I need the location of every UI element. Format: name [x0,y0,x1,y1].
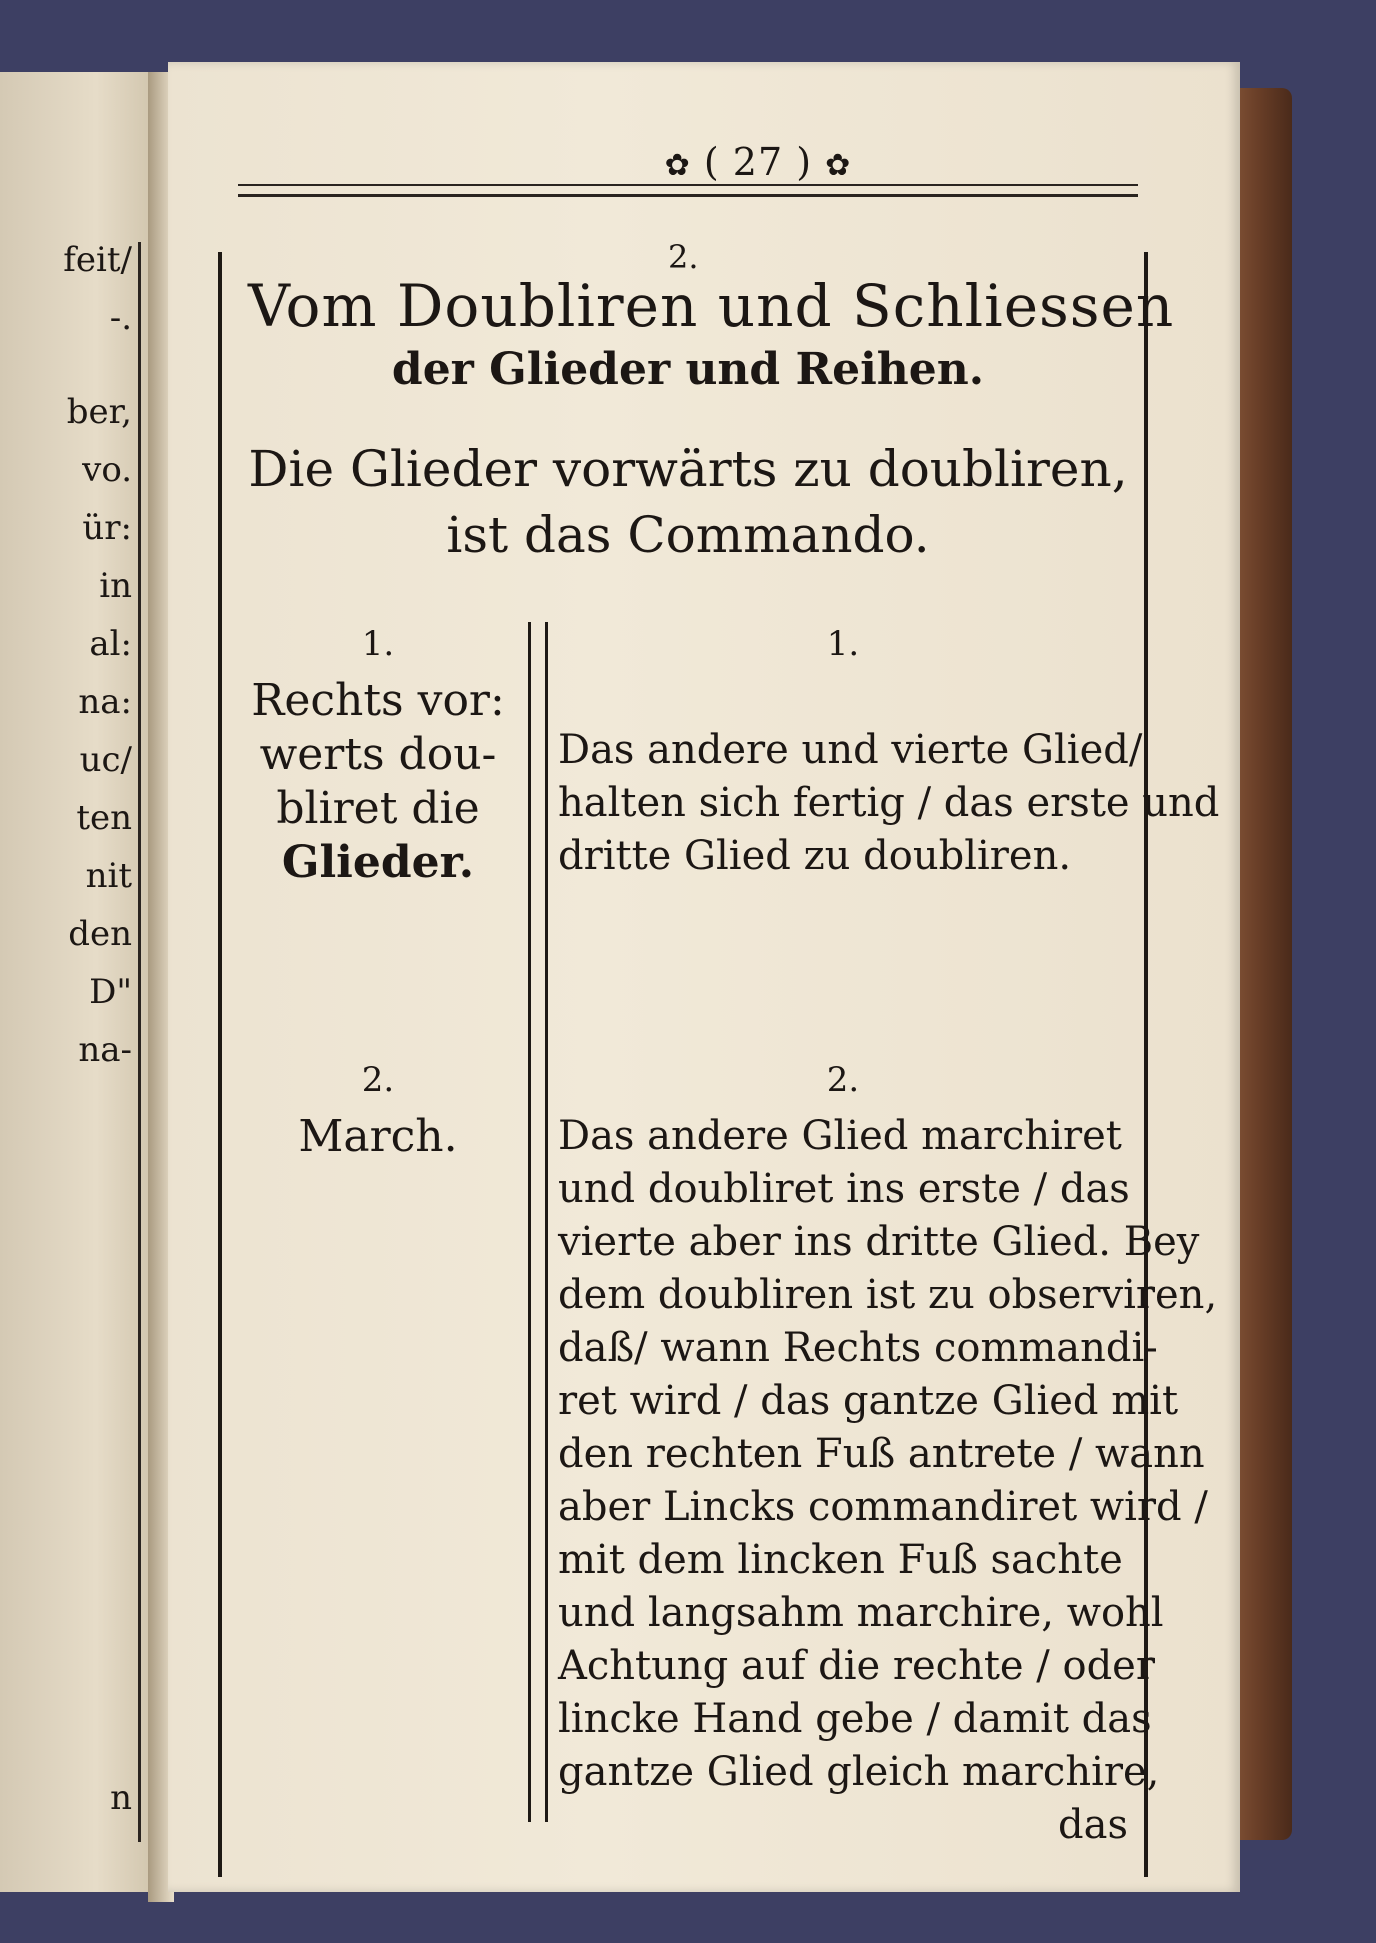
explanation-line: mit dem lincken Fuß sachte [558,1537,1123,1583]
left-fragment: ür: [82,508,132,548]
explanation-line: dritte Glied zu doubliren. [558,833,1072,879]
explanation-line: gantze Glied gleich marchire, [558,1749,1160,1795]
left-fragment: ber, [66,392,132,432]
ornament-left-icon: ✿ [664,148,691,183]
command-line: Glieder. [281,837,475,888]
left-fragment: den [68,914,132,954]
explanation-line: aber Lincks commandiret wird / [558,1484,1208,1530]
item-number-left: 2. [361,1060,395,1100]
explanation-line: lincke Hand gebe / damit das [558,1696,1152,1742]
explanation-line: und doubliret ins erste / das [558,1166,1130,1212]
command-line: March. [298,1111,458,1162]
explanation-line: dem doubliren ist zu observiren, [558,1272,1218,1318]
section-subtitle: der Glieder und Reihen. [391,344,985,395]
column-divider [528,622,548,1822]
left-fragment: uc/ [79,740,132,780]
explanation-text [558,724,1220,883]
left-fragment: vo. [82,450,132,490]
explanation-text [558,1110,1218,1852]
page-number: ( 27 ) [703,140,813,184]
command-line: bliret die [276,783,480,834]
left-fragment: n [110,1778,132,1818]
explanation-line: und langsahm marchire, wohl [558,1590,1164,1636]
command-heading: Die Glieder vorwärts zu doubliren, [248,440,1128,498]
explanation-line: Das andere Glied marchiret [558,1113,1122,1159]
command-line: Rechts vor: [251,675,505,726]
left-fragment: al: [89,624,132,664]
left-fragment: D" [89,972,132,1012]
command-text [238,674,518,890]
explanation-line: daß/ wann Rechts commandi- [558,1325,1158,1371]
left-fragment: nit [85,856,132,896]
header-rule [238,184,1138,197]
explanation-line: Achtung auf die rechte / oder [558,1643,1155,1689]
left-fragment: na: [78,682,132,722]
explanation-line: den rechten Fuß antrete / wann [558,1431,1205,1477]
catchword: das [1058,1802,1128,1848]
command-text [238,1110,518,1164]
left-fragment: na- [78,1030,132,1070]
item-number-right: 2. [826,1060,860,1100]
item-number-right: 1. [826,624,860,664]
section-title: Vom Doubliren und Schliessen [248,272,1175,340]
left-page-fragment [0,72,160,1892]
command-heading-cont: ist das Commando. [446,506,930,564]
explanation-line: ret wird / das gantze Glied mit [558,1378,1179,1424]
item-number-left: 1. [361,624,395,664]
left-fragment: ten [76,798,132,838]
left-fragment: feit/ [63,240,132,280]
ornament-right-icon: ✿ [825,148,852,183]
left-fragment: in [99,566,132,606]
command-line: werts dou- [259,729,497,780]
explanation-line: Das andere und vierte Glied/ [558,727,1143,773]
page-27 [168,62,1240,1892]
explanation-line: halten sich fertig / das erste und [558,780,1220,826]
page-header [548,140,968,184]
explanation-line: vierte aber ins dritte Glied. Bey [558,1219,1200,1265]
left-fragment: -. [109,298,132,338]
section-number: 2. [668,238,699,276]
